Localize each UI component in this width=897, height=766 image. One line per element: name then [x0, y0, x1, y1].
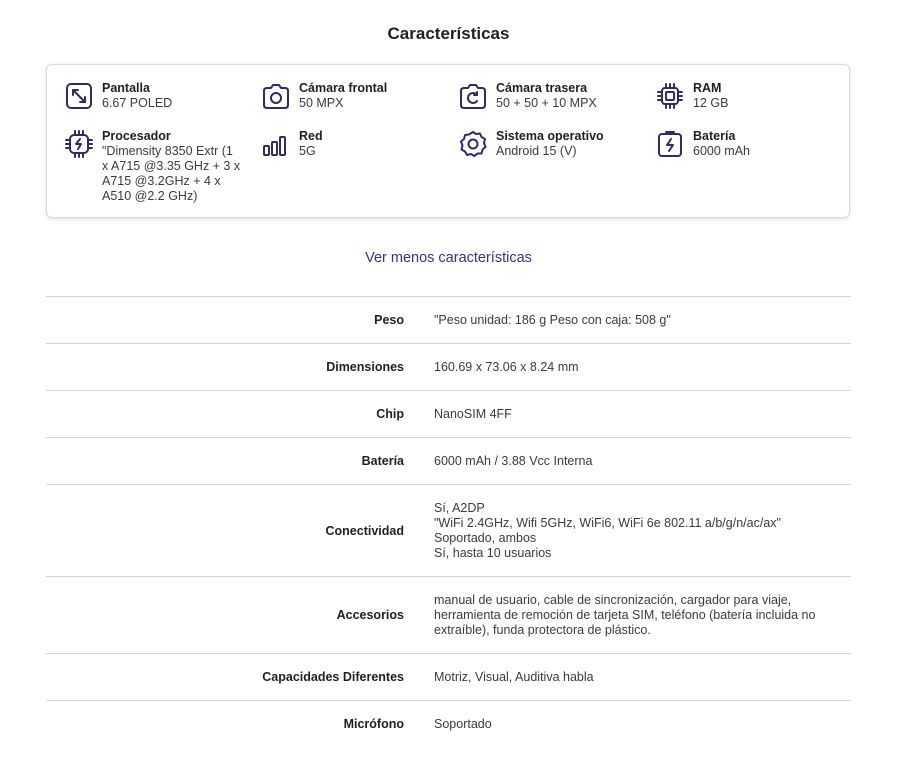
feature-red [261, 129, 441, 159]
feature-label: RAM [693, 81, 722, 95]
feature-ram [655, 81, 835, 111]
spec-row-microfono [46, 700, 851, 747]
spec-value [434, 501, 851, 561]
specs-table [46, 296, 851, 747]
spec-row-accesorios [46, 576, 851, 653]
spec-value-line: NanoSIM 4FF [434, 406, 512, 421]
features-card [46, 64, 850, 218]
feature-value: 5G [299, 144, 316, 158]
spec-value [434, 313, 851, 328]
signal-bars-icon [261, 129, 291, 159]
spec-value [434, 407, 851, 422]
spec-row-dimensiones [46, 343, 851, 390]
processor-icon [64, 129, 94, 159]
feature-value: 6000 mAh [693, 144, 750, 158]
spec-key: Micrófono [343, 717, 404, 731]
feature-label: Procesador [102, 129, 171, 143]
spec-value-line: 160.69 x 73.06 x 8.24 mm [434, 359, 579, 374]
screen-expand-icon [64, 81, 94, 111]
spec-key: Peso [374, 313, 404, 327]
spec-value-line: 6000 mAh / 3.88 Vcc Interna [434, 453, 593, 468]
spec-value [434, 360, 851, 375]
feature-value: 50 MPX [299, 96, 344, 110]
section-title: Características [387, 24, 510, 43]
feature-label: Batería [693, 129, 736, 143]
feature-value: "Dimensity 8350 Extr (1 x A715 @3.35 GHz + 3 x A715 @3.2GHz + 4 x A510 @2.2 GHz) [102, 144, 241, 203]
rear-camera-icon [458, 81, 488, 111]
spec-value-line: Soportado, ambos [434, 530, 537, 545]
spec-key: Batería [361, 454, 404, 468]
feature-camara-trasera [458, 81, 638, 111]
spec-row-chip [46, 390, 851, 437]
spec-value-line: Soportado [434, 716, 492, 731]
feature-sistema-operativo [458, 129, 648, 159]
spec-value [434, 670, 851, 685]
feature-label: Cámara trasera [496, 81, 588, 95]
feature-label: Pantalla [102, 81, 150, 95]
spec-row-capacidades-diferentes [46, 653, 851, 700]
spec-row-conectividad [46, 484, 851, 576]
ram-chip-icon [655, 81, 685, 111]
feature-label: Sistema operativo [496, 129, 604, 143]
toggle-features-link[interactable]: Ver menos características [365, 250, 532, 266]
feature-camara-frontal [261, 81, 441, 111]
feature-bateria [655, 129, 835, 159]
spec-key: Conectividad [325, 523, 404, 538]
spec-row-bateria [46, 437, 851, 484]
gear-icon [458, 129, 488, 159]
spec-value-line: Sí, A2DP [434, 500, 485, 515]
feature-value: 50 + 50 + 10 MPX [496, 96, 597, 110]
spec-key: Accesorios [336, 608, 404, 622]
spec-key: Chip [376, 407, 404, 421]
front-camera-icon [261, 81, 291, 111]
feature-value: Android 15 (V) [496, 144, 577, 158]
spec-key: Dimensiones [326, 360, 404, 374]
feature-value: 12 GB [693, 96, 729, 110]
spec-value [434, 717, 851, 732]
spec-value-line: manual de usuario, cable de sincronización, cargador para viaje, herramienta de remoción de tarjeta SIM, teléfono (batería incluida no extraíble), funda protectora de plástico. [434, 592, 816, 637]
feature-procesador [64, 129, 249, 204]
spec-value [434, 454, 851, 469]
battery-icon [655, 129, 685, 159]
spec-value-line: "WiFi 2.4GHz, Wifi 5GHz, WiFi6, WiFi 6e 802.11 a/b/g/n/ac/ax" [434, 515, 781, 530]
feature-label: Red [299, 129, 323, 143]
feature-label: Cámara frontal [299, 81, 388, 95]
spec-value-line: Sí, hasta 10 usuarios [434, 545, 552, 560]
spec-value-line: Motriz, Visual, Auditiva habla [434, 669, 594, 684]
spec-key: Capacidades Diferentes [262, 670, 404, 684]
spec-value [434, 593, 851, 638]
feature-pantalla [64, 81, 244, 111]
spec-value-line: "Peso unidad: 186 g Peso con caja: 508 g" [434, 312, 671, 327]
spec-row-peso [46, 296, 851, 343]
feature-value: 6.67 POLED [102, 96, 173, 110]
